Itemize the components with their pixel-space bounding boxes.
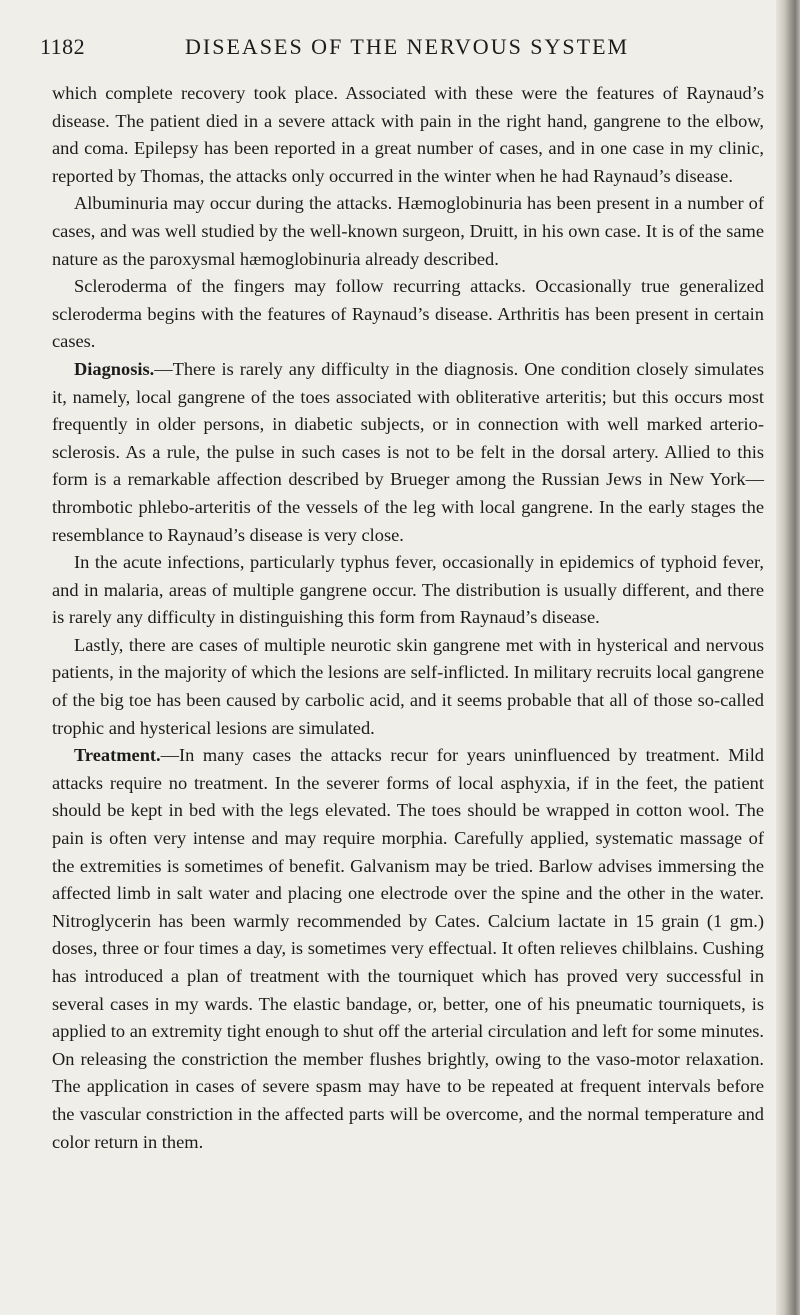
paragraph-diagnosis <box>52 356 764 549</box>
paragraph-acute-infections: In the acute infections, particularly typhus fever, occasionally in epidemics of typhoid fever, and in malaria, areas of multiple gangrene occur. The distribution is usually different, and there is rarely any difficulty in distinguishing this form from Raynaud’s disease. <box>52 552 764 628</box>
treatment-heading: Treatment. <box>74 745 161 766</box>
diagnosis-heading: Diagnosis. <box>74 358 155 379</box>
paragraph-treatment <box>52 742 764 1156</box>
body-text <box>52 80 764 1156</box>
diagnosis-text: —There is rarely any difficulty in the diagnosis. One condition closely simulates it, namely, local gangrene of the toes associated with obliterative arteritis; but this occurs most frequently in older persons, in diabetic subjects, or in connection with well marked arterio-sclerosis. As a rule, the pulse in such cases is not to be felt in the dorsal artery. Allied to this form is a remarkable affection described by Brueger among the Russian Jews in New York—thrombotic phlebo-arteritis of the vessels of the leg with local gangrene. In the early stages the resemblance to Raynaud’s disease is very close. <box>52 358 764 545</box>
paragraph-continuation: which complete recovery took place. Associated with these were the features of Raynaud’s disease. The patient died in a severe attack with pain in the right hand, gangrene to the elbow, and coma. Epilepsy has been reported in a great number of cases, and in one case in my clinic, reported by Thomas, the attacks only occurred in the winter when he had Raynaud’s disease. <box>52 83 764 186</box>
page-number: 1182 <box>40 34 86 59</box>
paragraph-neurotic-gangrene: Lastly, there are cases of multiple neurotic skin gangrene met with in hysterical and nervous patients, in the majority of which the lesions are self-inflicted. In military recruits local gangrene of the big toe has been caused by carbolic acid, and it seems probable that all of those so-called trophic and hysterical lesions are simulated. <box>52 634 764 738</box>
page-edge-shadow <box>776 0 800 1315</box>
page-header <box>40 34 768 64</box>
paragraph-albuminuria: Albuminuria may occur during the attacks. Hæmoglobinuria has been present in a number of cases, and was well studied by the well-known surgeon, Druitt, in his own case. It is of the same nature as the paroxysmal hæmoglobinuria already described. <box>52 193 764 269</box>
running-head: DISEASES OF THE NERVOUS SYSTEM <box>185 34 630 59</box>
treatment-text: —In many cases the attacks recur for years uninfluenced by treatment. Mild attacks require no treatment. In the severer forms of local asphyxia, if in the feet, the patient should be kept in bed with the legs elevated. The toes should be wrapped in cotton wool. The pain is often very intense and may require morphia. Carefully applied, systematic massage of the extremities is sometimes of benefit. Galvanism may be tried. Barlow advises immersing the affected limb in salt water and placing one electrode over the spine and the other in the water. Nitroglycerin has been warmly recommended by Cates. Calcium lactate in 15 grain (1 gm.) doses, three or four times a day, is sometimes very effectual. It often relieves chilblains. Cushing has introduced a plan of treatment with the tourniquet which has proved very successful in several cases in my wards. The elastic bandage, or, better, one of his pneumatic tourniquets, is applied to an extremity tight enough to shut off the arterial circulation and left for some minutes. On releasing the constriction the member flushes brightly, owing to the vaso-motor relaxation. The application in cases of severe spasm may have to be repeated at frequent intervals before the vascular constriction in the affected parts will be overcome, and the normal temperature and color return in them. <box>52 745 764 1152</box>
paragraph-scleroderma: Scleroderma of the fingers may follow recurring attacks. Occasionally true generalized scleroderma begins with the features of Raynaud’s disease. Arthritis has been present in certain cases. <box>52 276 764 352</box>
